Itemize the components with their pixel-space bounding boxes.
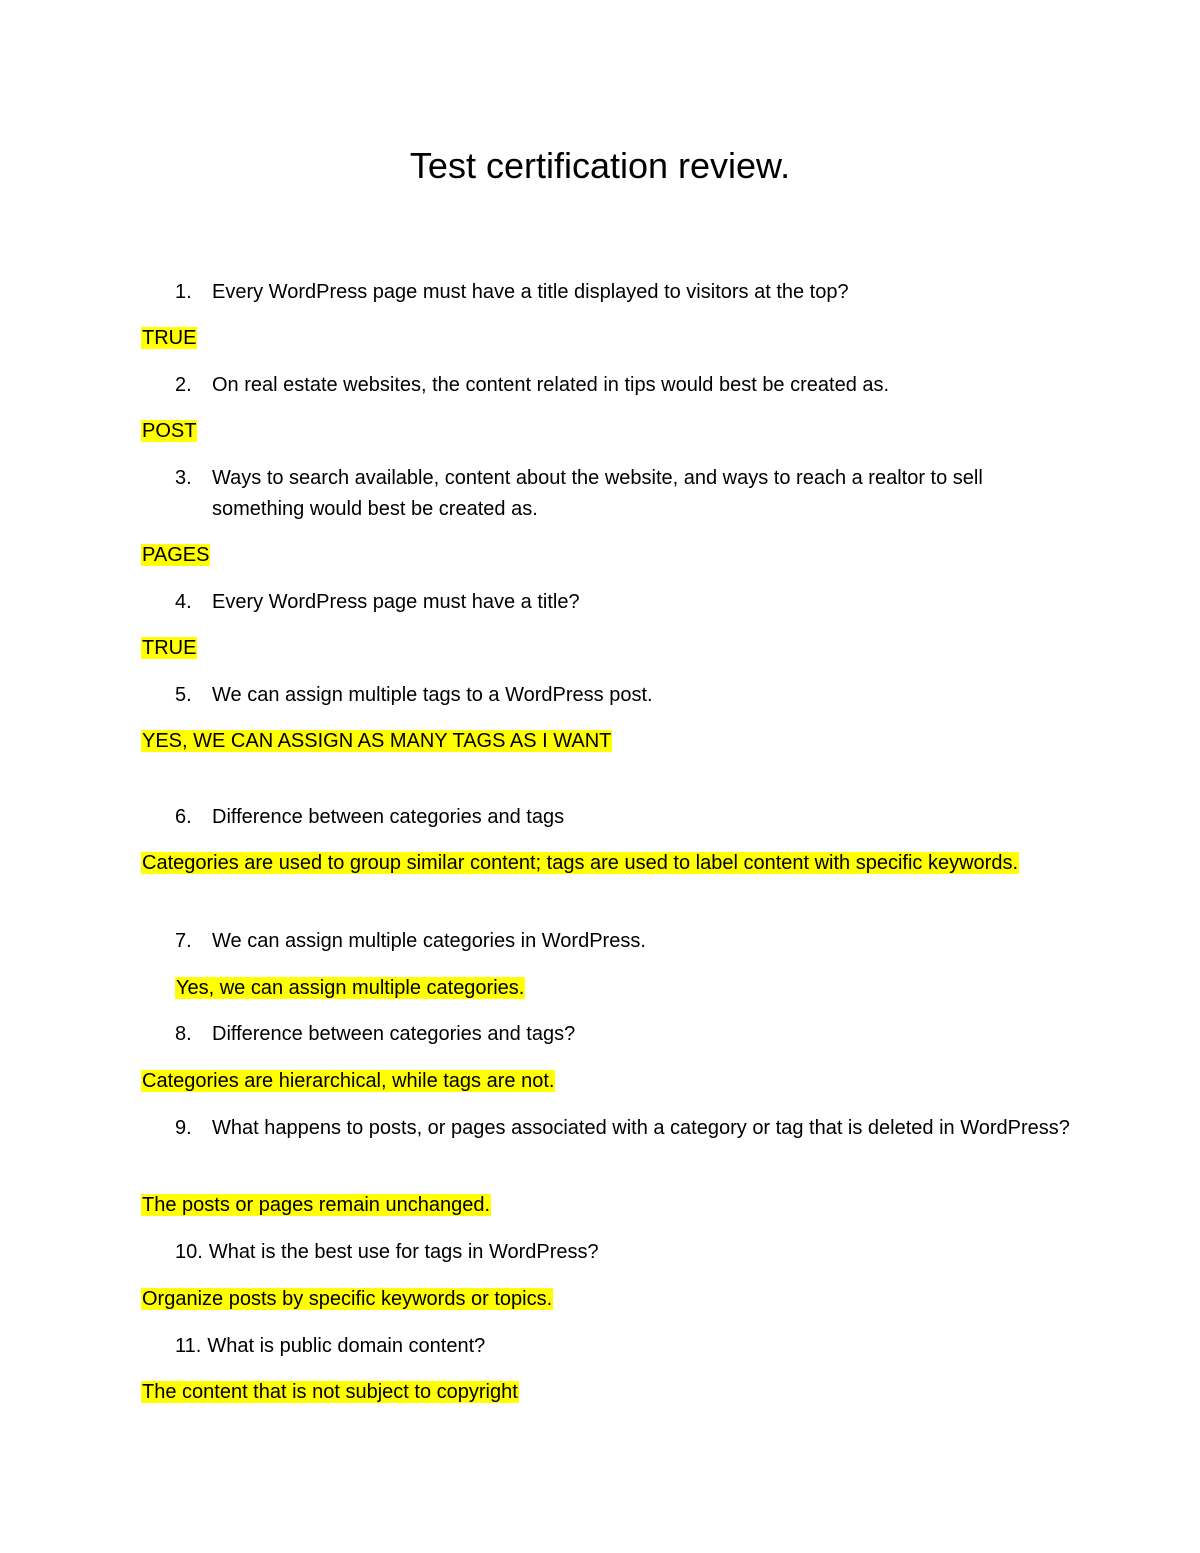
answer-1 xyxy=(141,323,197,354)
question-11 xyxy=(175,1331,485,1362)
answer-5 xyxy=(141,726,612,757)
question-text: Ways to search available, content about the website, and ways to reach a realtor to sell something would best be created as. xyxy=(212,467,983,520)
answer-text: TRUE xyxy=(142,637,197,659)
question-10 xyxy=(175,1237,599,1268)
answer-11 xyxy=(141,1377,519,1408)
question-3 xyxy=(175,463,1072,525)
question-4 xyxy=(175,587,580,618)
question-number: 3. xyxy=(175,467,192,489)
answer-4 xyxy=(141,633,197,664)
question-text: On real estate websites, the content related in tips would best be created as. xyxy=(212,374,890,396)
question-number: 4. xyxy=(175,591,192,613)
question-number: 11. xyxy=(175,1335,202,1357)
question-8 xyxy=(175,1019,575,1050)
question-number: 10. xyxy=(175,1241,203,1263)
question-text: We can assign multiple tags to a WordPress post. xyxy=(212,684,653,706)
question-text: Every WordPress page must have a title displayed to visitors at the top? xyxy=(212,281,849,303)
question-number: 8. xyxy=(175,1023,192,1045)
answer-text: Organize posts by specific keywords or topics. xyxy=(142,1288,553,1310)
answer-text: Yes, we can assign multiple categories. xyxy=(176,977,525,999)
question-1 xyxy=(175,277,849,308)
question-number: 7. xyxy=(175,930,192,952)
question-2 xyxy=(175,370,889,401)
answer-text: The content that is not subject to copyright xyxy=(142,1381,518,1403)
question-text: What is the best use for tags in WordPress? xyxy=(208,1241,599,1263)
question-number: 6. xyxy=(175,806,192,828)
question-5 xyxy=(175,680,653,711)
page-title: Test certification review. xyxy=(409,145,791,186)
question-6 xyxy=(175,802,564,833)
answer-9 xyxy=(141,1190,491,1221)
answer-8 xyxy=(141,1066,555,1097)
answer-3 xyxy=(141,540,210,571)
question-7 xyxy=(175,926,646,957)
answer-2 xyxy=(141,416,197,447)
question-number: 1. xyxy=(175,281,192,303)
question-text: Every WordPress page must have a title? xyxy=(212,591,580,613)
answer-text: PAGES xyxy=(142,544,210,566)
question-text: Difference between categories and tags? xyxy=(212,1023,576,1045)
answer-text: Categories are hierarchical, while tags are not. xyxy=(142,1070,555,1092)
question-text: What happens to posts, or pages associated with a category or tag that is deleted in WordPress? xyxy=(212,1117,1070,1139)
answer-text: TRUE xyxy=(142,327,197,349)
question-9 xyxy=(175,1113,1072,1144)
answer-text: Categories are used to group similar content; tags are used to label content with specific keywords. xyxy=(142,852,1019,874)
question-text: Difference between categories and tags xyxy=(212,806,565,828)
question-text: We can assign multiple categories in WordPress. xyxy=(212,930,646,952)
answer-text: YES, WE CAN ASSIGN AS MANY TAGS AS I WANT xyxy=(142,730,612,752)
question-number: 9. xyxy=(175,1117,192,1139)
answer-6 xyxy=(141,848,1021,879)
answer-7 xyxy=(175,973,525,1004)
question-text: What is public domain content? xyxy=(207,1335,486,1357)
answer-10 xyxy=(141,1284,553,1315)
answer-text: POST xyxy=(142,420,197,442)
answer-text: The posts or pages remain unchanged. xyxy=(142,1194,490,1216)
question-number: 2. xyxy=(175,374,192,396)
question-number: 5. xyxy=(175,684,192,706)
